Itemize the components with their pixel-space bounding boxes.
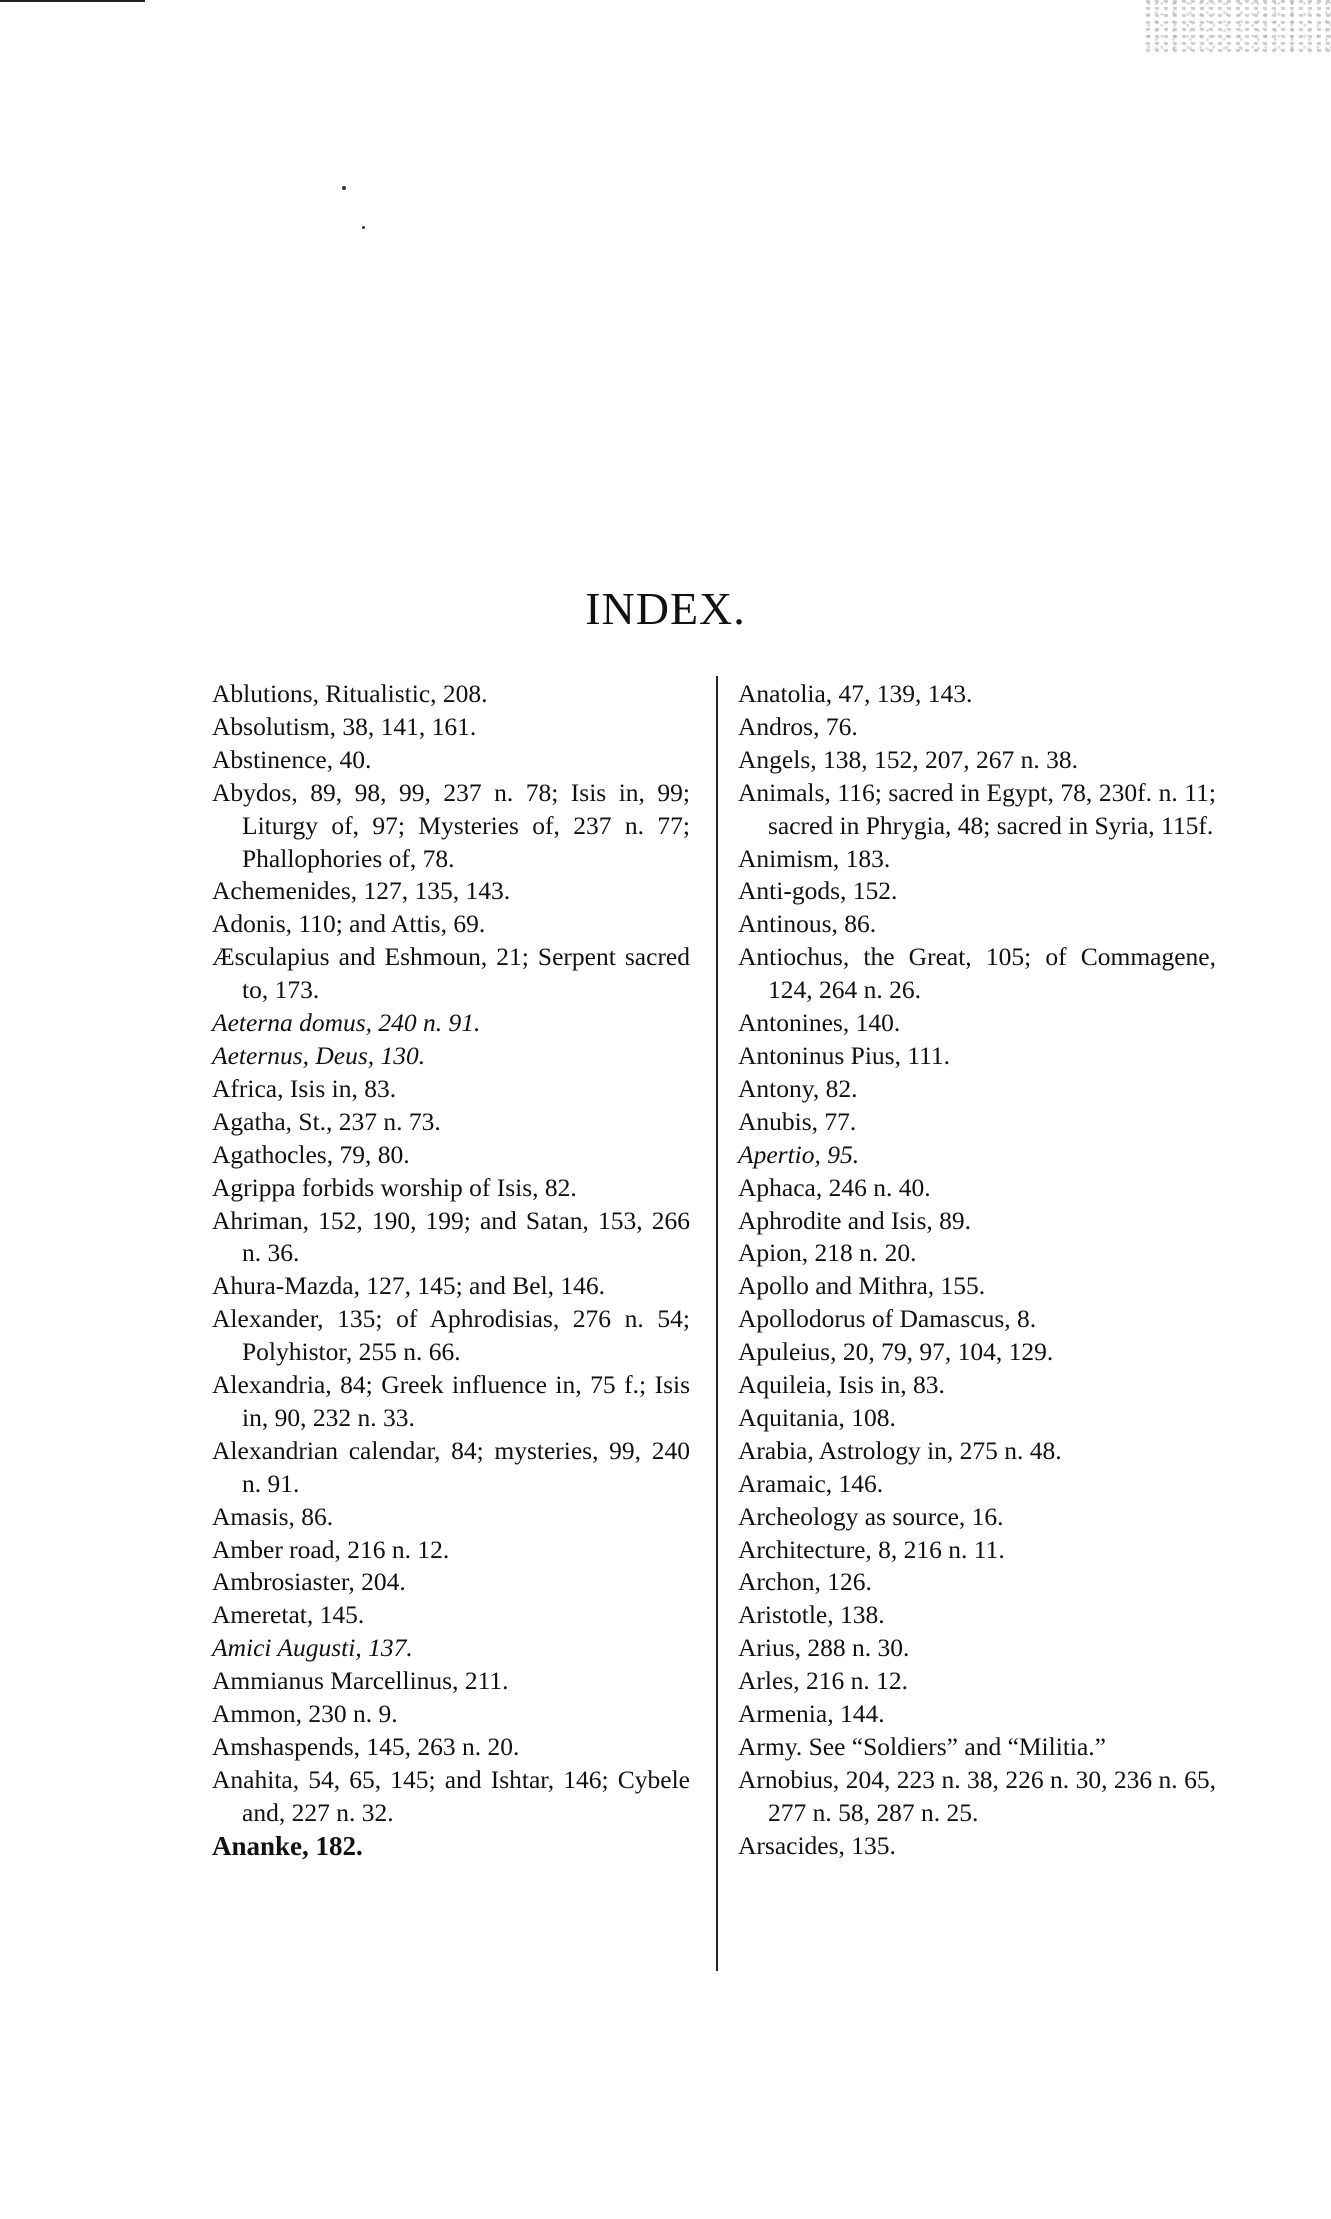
index-entry: Abstinence, 40. [212,744,372,774]
index-entry: Agathocles, 79, 80. [212,1139,410,1169]
index-entry: Aristotle, 138. [738,1600,885,1630]
index-entry: Aphrodite and Isis, 89. [738,1205,972,1235]
index-entry: Ambrosiaster, 204. [212,1567,406,1597]
index-entry: Architecture, 8, 216 n. 11. [738,1534,1005,1564]
index-entry: Aphaca, 246 n. 40. [738,1172,931,1202]
top-rule [0,0,145,2]
index-entry: Alexandrian calendar, 84; mysteries, 99, 240 n. 91. [212,1435,690,1498]
index-entry: Amasis, 86. [212,1501,334,1531]
index-entry: Agrippa forbids worship of Isis, 82. [212,1172,577,1202]
index-entry: Arius, 288 n. 30. [738,1633,910,1663]
index-entry: Ablutions, Ritualistic, 208. [212,679,488,708]
index-entry: Antiochus, the Great, 105; of Commagene, 124, 264 n. 26. [738,942,1216,1005]
index-entry: Agatha, St., 237 n. 73. [212,1106,441,1136]
index-entry: Antinous, 86. [738,909,877,939]
index-entry: Apion, 218 n. 20. [738,1238,917,1268]
index-entry: Alexander, 135; of Aphrodisias, 276 n. 54; Polyhistor, 255 n. 66. [212,1304,690,1367]
index-entry: Achemenides, 127, 135, 143. [212,876,511,906]
index-entry: Animism, 183. [738,843,891,873]
index-entry: Anahita, 54, 65, 145; and Ishtar, 146; Cybele and, 227 n. 32. [212,1764,690,1827]
index-left-column [212,678,690,1863]
index-entry: Andros, 76. [738,711,858,741]
index-entry: Animals, 116; sacred in Egypt, 78, 230f. n. 11; sacred in Phrygia, 48; sacred in Syria, 115f. [738,777,1216,840]
index-entry: Ammon, 230 n. 9. [212,1699,398,1729]
index-entry: Archeology as source, 16. [738,1501,1004,1531]
index-entry: Apertio, 95. [738,1139,860,1169]
index-right-column [738,678,1216,1863]
index-entry: Ananke, 182. [212,1830,363,1861]
index-entry: Arnobius, 204, 223 n. 38, 226 n. 30, 236 n. 65, 277 n. 58, 287 n. 25. [738,1764,1216,1827]
index-entry: Alexandria, 84; Greek influence in, 75 f.; Isis in, 90, 232 n. 33. [212,1370,690,1432]
index-entry: Ahriman, 152, 190, 199; and Satan, 153, 266 n. 36. [212,1205,690,1268]
index-entry: Aeternus, Deus, 130. [212,1040,426,1070]
index-entry: Ammianus Marcellinus, 211. [212,1666,509,1696]
index-entry: Anubis, 77. [738,1106,857,1136]
index-entry: Antoninus Pius, 111. [738,1040,951,1070]
index-entry: Angels, 138, 152, 207, 267 n. 38. [738,744,1078,774]
index-entry: Arabia, Astrology in, 275 n. 48. [738,1435,1062,1465]
index-entry: Anti-gods, 152. [738,876,898,906]
index-entry: Arles, 216 n. 12. [738,1666,908,1696]
index-entry: Army. See “Soldiers” and “Militia.” [738,1732,1106,1761]
scan-dot [362,226,365,229]
index-entry: Antony, 82. [738,1073,858,1103]
index-entry: Africa, Isis in, 83. [212,1073,397,1103]
index-entry: Aquitania, 108. [738,1402,896,1432]
index-entry: Apuleius, 20, 79, 97, 104, 129. [738,1337,1054,1367]
index-entry: Æsculapius and Eshmoun, 21; Serpent sacred to, 173. [212,942,690,1005]
index-entry: Aramaic, 146. [738,1468,884,1498]
index-entry: Amici Augusti, 137. [212,1633,413,1663]
index-entry: Amshaspends, 145, 263 n. 20. [212,1732,520,1761]
index-entry: Antonines, 140. [738,1008,901,1038]
index-entry: Aeterna domus, 240 n. 91. [212,1008,481,1038]
index-entry: Archon, 126. [738,1567,872,1597]
index-entry: Apollodorus of Damascus, 8. [738,1304,1037,1334]
index-entry: Apollo and Mithra, 155. [738,1271,986,1301]
scan-dot [342,186,346,190]
index-entry: Absolutism, 38, 141, 161. [212,711,477,741]
index-entry: Ahura-Mazda, 127, 145; and Bel, 146. [212,1271,606,1301]
index-entry: Amber road, 216 n. 12. [212,1534,450,1564]
column-divider [716,676,718,1971]
index-entry: Anatolia, 47, 139, 143. [738,679,973,708]
index-entry: Aquileia, Isis in, 83. [738,1370,945,1400]
page-title: INDEX. [585,583,746,634]
index-entry: Armenia, 144. [738,1699,885,1729]
index-entry: Ameretat, 145. [212,1600,365,1630]
index-entry: Arsacides, 135. [738,1830,896,1860]
index-entry: Adonis, 110; and Attis, 69. [212,909,486,939]
scan-speckle [1141,0,1331,55]
index-entry: Abydos, 89, 98, 99, 237 n. 78; Isis in, 99; Liturgy of, 97; Mysteries of, 237 n. 77; Phallophories of, 78. [212,777,690,873]
